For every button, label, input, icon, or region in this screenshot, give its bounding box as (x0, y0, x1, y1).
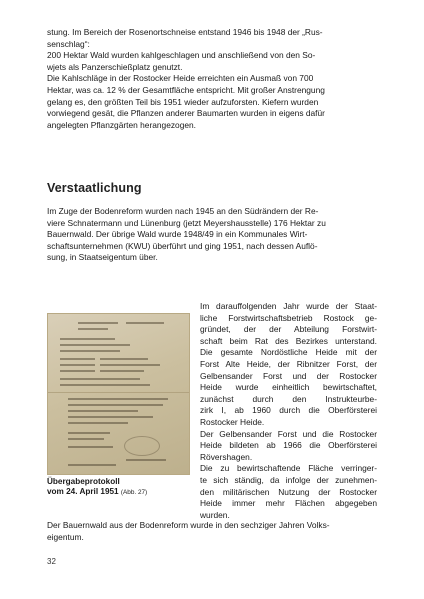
doc-text-line (126, 459, 166, 461)
photo-fold-line (48, 392, 189, 393)
paragraph-kahlschlag: stung. Im Bereich der Rosenortschneise entstand 1946 bis 1948 der „Rus- senschlag“: 200 Hektar Wald wurden kahlgeschlagen und anschließend von den So- wjets als Panzerschießplatz genutzt. Die Kahlschläge in der Rostocker Heide erreichten ein Ausmaß von 700 Hektar, was ca. 12 % der Gesamtfläche entspricht. Mit großer Anstrengung gelang es, den größten Teil bis 1951 wieder aufzuforsten. Kiefern wurden vorwiegend gesät, die Pflanzen anderer Baumarten wurden in eigens dafür angelegten Pflanzgärten herangezogen. (47, 27, 325, 130)
doc-text-line (68, 398, 168, 400)
doc-text-line (60, 358, 95, 360)
doc-text-line (68, 416, 153, 418)
document-photo (47, 313, 190, 475)
doc-text-line (100, 358, 148, 360)
doc-text-line (60, 384, 150, 386)
doc-text-line (60, 338, 115, 340)
doc-text-line (126, 322, 164, 324)
doc-text-line (100, 370, 144, 372)
doc-text-line (60, 378, 140, 380)
doc-text-line (68, 464, 116, 466)
doc-text-line (60, 364, 95, 366)
doc-text-line (60, 344, 130, 346)
doc-text-line (68, 438, 104, 440)
paragraph-bodenreform: Im Zuge der Bodenreform wurden nach 1945 an den Südrändern der Re- viere Schnatermann und Lünenburg (jetzt Meyershausstelle) 176 Hektar zu Bauernwald. Der übrige Wald wurde 1948/49 in ein Kommunales Wirt- schaftsunternehmen (KWU) überführt und ging 1951, nach dessen Auflö- sung, in Staatseigentum über. (47, 206, 326, 263)
doc-text-line (68, 422, 128, 424)
doc-text-line (78, 322, 118, 324)
page-number: 32 (47, 557, 56, 566)
doc-text-line (68, 446, 113, 448)
paragraph-staatlich: Im darauffolgenden Jahr wurde der Staat- liche Forstwirtschaftsbetrieb Rostock ge- gründet, der der Abteilung Forstwirt- schaft beim Rat des Bezirkes unterstand. Die gesamte Nordöstliche Heide mit der Forst Alte Heide, der Ribnitzer Forst, der Gelbensander Forst und der Rostocker Heide wurde einheitlich bewirtschaftet, zunächst durch den Instrukteurbe- zirk I, ab 1960 durch die Oberförsterei Rostocker Heide. Der Gelbensander Forst und die Rostocker Heide bildeten ab 1966 die Oberförsterei Rövershagen. Die zu bewirtschaftende Fläche verringer- te sich ständig, da infolge der zunehmen- den militärischen Nutzung der Rostocker Heide immer mehr Flächen abgegeben wurden. (200, 301, 377, 520)
doc-text-line (60, 370, 95, 372)
doc-text-line (68, 410, 138, 412)
doc-text-line (78, 328, 108, 330)
doc-text-line (68, 404, 163, 406)
photo-caption: Übergabeprotokoll vom 24. April 1951 (Abb. 27) (47, 477, 148, 496)
paragraph-volkseigentum: Der Bauernwald aus der Bodenreform wurde in den sechziger Jahren Volks- eigentum. (47, 520, 330, 542)
doc-text-line (68, 432, 110, 434)
doc-text-line (60, 350, 120, 352)
stamp-mark (124, 436, 160, 456)
doc-text-line (100, 364, 160, 366)
section-heading: Verstaatlichung (47, 181, 142, 195)
